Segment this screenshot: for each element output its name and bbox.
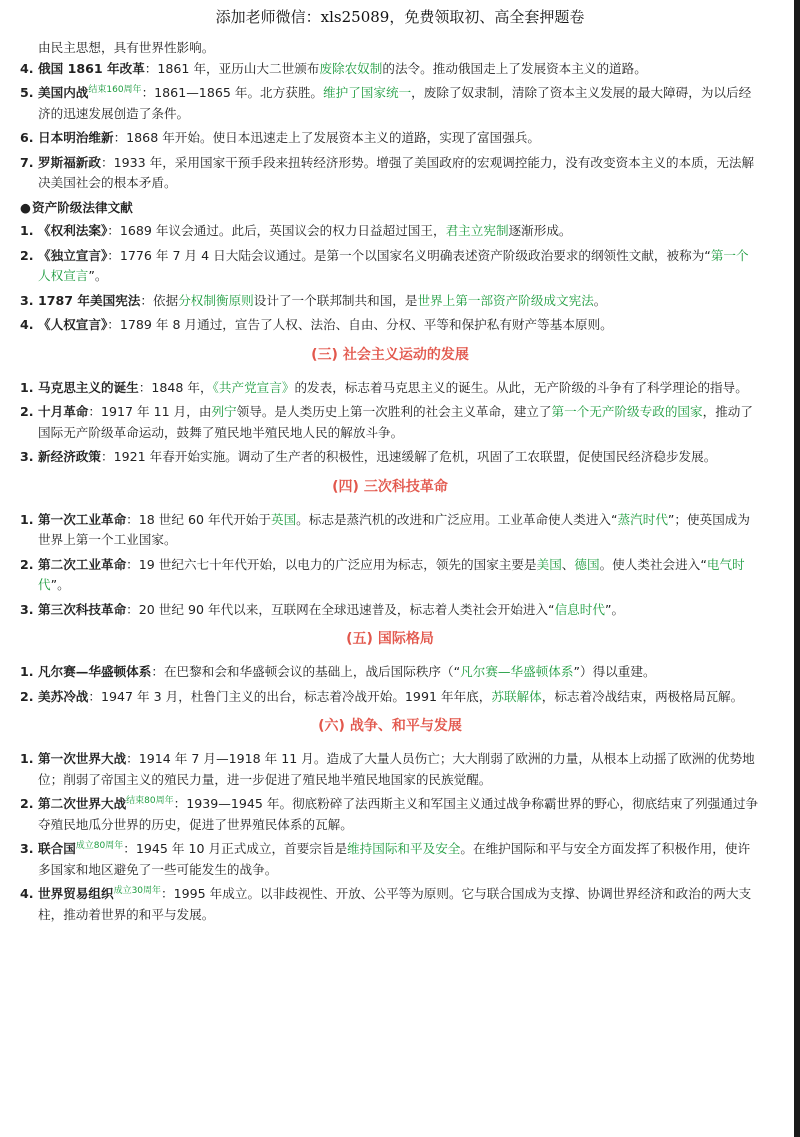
section-title-war-peace: (六) 战争、和平与发展 [318,718,462,734]
highlight: 美国 [536,556,562,572]
item-text: 。 [593,292,607,308]
item-number: 6. [20,130,34,145]
highlight: 信息时代 [554,601,605,617]
list-item [20,884,760,925]
item-text: 的法令。推动俄国走上了发展资本主义的道路。 [382,60,647,76]
item-term: 美国内战 [38,85,89,100]
item-text: ，标志着冷战结束，两极格局瓦解。 [541,688,744,704]
item-text: ：1789 年 8 月通过，宣告了人权、法治、自由、分权、平等和保护私有财产等基本原则。 [107,317,613,332]
list-item [20,749,760,790]
list-tech [20,510,760,621]
item-text: ”；使英国成为世界上第一个工业国家。 [38,511,750,547]
item-number: 3. [20,841,34,856]
item-number: 2. [20,688,34,704]
list-item [20,555,760,596]
intro-line: 由民主思想，具有世界性影响。 [38,40,215,55]
highlight: 维持国际和平及安全 [347,841,461,856]
item-number: 3. [20,292,34,308]
item-text: ：1917 年 11 月，由 [88,404,212,419]
list-item [20,402,760,443]
item-term: 《人权宣言》 [38,317,108,332]
bullet-icon: ● [20,199,31,215]
item-term: 新经济政策 [38,449,101,464]
list-item [20,128,760,149]
subheading-text: 资产阶级法律文献 [32,199,133,215]
item-term: 罗斯福新政 [38,154,101,170]
list-socialism [20,378,760,468]
list-item [20,510,760,551]
highlight: 分权制衡原则 [178,292,254,308]
item-text: ”。 [604,601,625,617]
item-term: 第二次工业革命 [38,556,127,572]
list-item [20,153,760,194]
anniversary-note: 结束160周年 [88,84,142,95]
item-number: 1. [20,664,34,679]
highlight: 列宁 [211,404,237,419]
list-international [20,662,760,707]
item-text: ：1933 年，采用国家干预手段来扭转经济形势。增强了美国政府的宏观调控能力，没有改变资本主义的本质，无法解决美国社会的根本矛盾。 [38,154,755,190]
item-number: 1. [20,223,34,238]
item-text: ：1776 年 7 月 4 日大陆会议通过。是第一个以国家名义明确表述资产阶级政治要求的纲领性文献，被称为“ [107,247,711,263]
item-text: 。标志是蒸汽机的改进和广泛应用。工业革命使人类进入“ [296,511,618,527]
list-item [20,447,760,468]
item-number: 1. [20,379,34,395]
highlight: 《共产党宣言》 [212,379,295,395]
item-number: 4. [20,60,34,76]
item-number: 7. [20,154,34,170]
item-text: ：19 世纪六七十年代开始，以电力的广泛应用为标志，领先的国家主要是 [126,556,537,572]
list-item [20,221,760,242]
item-text: 。使人类社会进入“ [599,556,707,572]
item-text: ：1995 年成立。以非歧视性、开放、公平等为原则。它与联合国成为支撑、协调世界经济和政治的两大支柱，推动着世界的和平与发展。 [38,886,752,922]
anniversary-note: 成立80周年 [75,840,124,851]
subheading [20,198,760,219]
item-number: 1. [20,751,34,766]
highlight: 第一个无产阶级专政的国家 [551,404,703,419]
item-text: ：1921 年春开始实施。调动了生产者的积极性，迅速缓解了危机，巩固了工农联盟，促使国民经济稳步发展。 [100,449,717,464]
highlight: 世界上第一部资产阶级成文宪法 [417,292,594,308]
page-header: 添加老师微信：xls25089，免费领取初、高全套押题卷 [215,8,585,26]
item-text: ：1947 年 3 月，杜鲁门主义的出台，标志着冷战开始。1991 年年底， [88,688,492,704]
item-text: 。在维护国际和平与安全方面发挥了积极作用，使许多国家和地区避免了一些可能发生的战争。 [38,841,751,877]
anniversary-note: 成立30周年 [113,885,162,896]
highlight: 凡尔赛—华盛顿体系 [460,664,574,679]
highlight: 君主立宪制 [445,223,509,238]
anniversary-note: 结束80周年 [126,795,174,806]
item-text: ：1861 年，亚历山大二世颁布 [144,60,320,76]
item-text: 的发表，标志着马克思主义的诞生。从此，无产阶级的斗争有了科学理论的指导。 [294,379,748,395]
section-title-international: (五) 国际格局 [346,631,434,647]
list-item [20,378,760,399]
list-reforms [20,59,760,194]
item-number: 4. [20,886,34,901]
item-number: 1. [20,511,34,527]
highlight: 英国 [270,511,297,527]
item-term: 十月革命 [38,404,89,419]
item-number: 5. [20,85,34,100]
item-term: 美苏冷战 [38,688,89,704]
item-number: 3. [20,601,34,617]
item-text: 、 [561,556,575,572]
highlight: 维护了国家统一 [323,85,412,100]
item-text: ：在巴黎和会和华盛顿会议的基础上，战后国际秩序（“ [151,664,461,679]
item-term: 俄国 1861 年改革 [38,60,145,76]
list-documents [20,221,760,336]
item-number: 2. [20,556,34,572]
item-number: 4. [20,317,34,332]
list-item [20,315,760,336]
item-term: 世界贸易组织 [38,886,114,901]
highlight: 第一个人权宣言 [38,247,749,283]
item-number: 2. [20,247,34,263]
item-text: ：1868 年开始。使日本迅速走上了发展资本主义的道路，实现了富国强兵。 [113,130,541,145]
item-text: ：依据 [140,292,179,308]
item-term: 联合国 [38,841,76,856]
item-text: ”。 [88,268,108,283]
list-item [20,83,760,124]
list-item [20,600,760,621]
highlight: 苏联解体 [491,688,542,704]
item-term: 凡尔赛—华盛顿体系 [38,664,152,679]
section-title-socialism: (三) 社会主义运动的发展 [311,346,469,363]
item-text: ”。 [50,577,70,592]
item-term: 日本明治维新 [38,130,114,145]
item-text: ，废除了奴隶制，清除了资本主义发展的最大障碍，为以后经济的迅速发展创造了条件。 [38,85,752,121]
page-edge [794,0,800,1137]
item-term: 《权利法案》 [38,223,108,238]
item-term: 第一次世界大战 [38,751,127,766]
item-text: ：1861—1865 年。北方获胜。 [141,85,324,100]
item-text: 领导。是人类历史上第一次胜利的社会主义革命，建立了 [236,404,552,419]
item-number: 3. [20,449,34,464]
list-item [20,291,760,312]
section-title-tech: (四) 三次科技革命 [332,478,448,495]
highlight: 废除农奴制 [319,60,383,76]
highlight: 德国 [574,556,600,572]
list-item [20,59,760,80]
list-item [20,687,760,708]
item-text: ：1914 年 7 月—1918 年 11 月。造成了大量人员伤亡；大大削弱了欧洲的力量，从根本上动摇了欧洲的优势地位；削弱了帝国主义的殖民力量，进一步促进了殖民地半殖民地国家的民族觉醒。 [38,751,755,787]
item-text: ：20 世纪 90 年代以来，互联网在全球迅速普及，标志着人类社会开始进入“ [126,601,555,617]
item-term: 第三次科技革命 [38,601,127,617]
item-text: ：1689 年议会通过。此后，英国议会的权力日益超过国王， [107,223,446,238]
list-item [20,246,760,287]
list-war-peace [20,749,760,925]
highlight: 电气时代 [38,556,745,592]
list-item [20,662,760,683]
item-term: 第一次工业革命 [38,511,127,527]
item-text: ：1939—1945 年。彻底粉碎了法西斯主义和军国主义通过战争称霸世界的野心，彻底结束了列强通过争夺殖民地瓜分世界的历史，促进了世界殖民体系的瓦解。 [38,796,759,832]
item-term: 1787 年美国宪法 [38,292,141,308]
item-term: 马克思主义的诞生 [38,379,139,395]
highlight: 蒸汽时代 [617,511,668,527]
item-text: ”）得以重建。 [573,664,656,679]
item-text: ：18 世纪 60 年代开始于 [126,511,271,527]
item-text: ，推动了国际无产阶级革命运动，鼓舞了殖民地半殖民地人民的解放斗争。 [38,404,753,440]
item-text: ：1945 年 10 月正式成立，首要宗旨是 [123,841,348,856]
item-term: 第二次世界大战 [38,796,127,811]
item-number: 2. [20,404,34,419]
content [20,38,760,929]
item-text: 设计了一个联邦制共和国，是 [253,292,418,308]
item-number: 2. [20,796,34,811]
item-text: 逐渐形成。 [508,223,572,238]
list-item [20,794,760,835]
list-item [20,839,760,880]
item-text: ：1848 年， [138,379,213,395]
item-term: 《独立宣言》 [38,247,108,263]
